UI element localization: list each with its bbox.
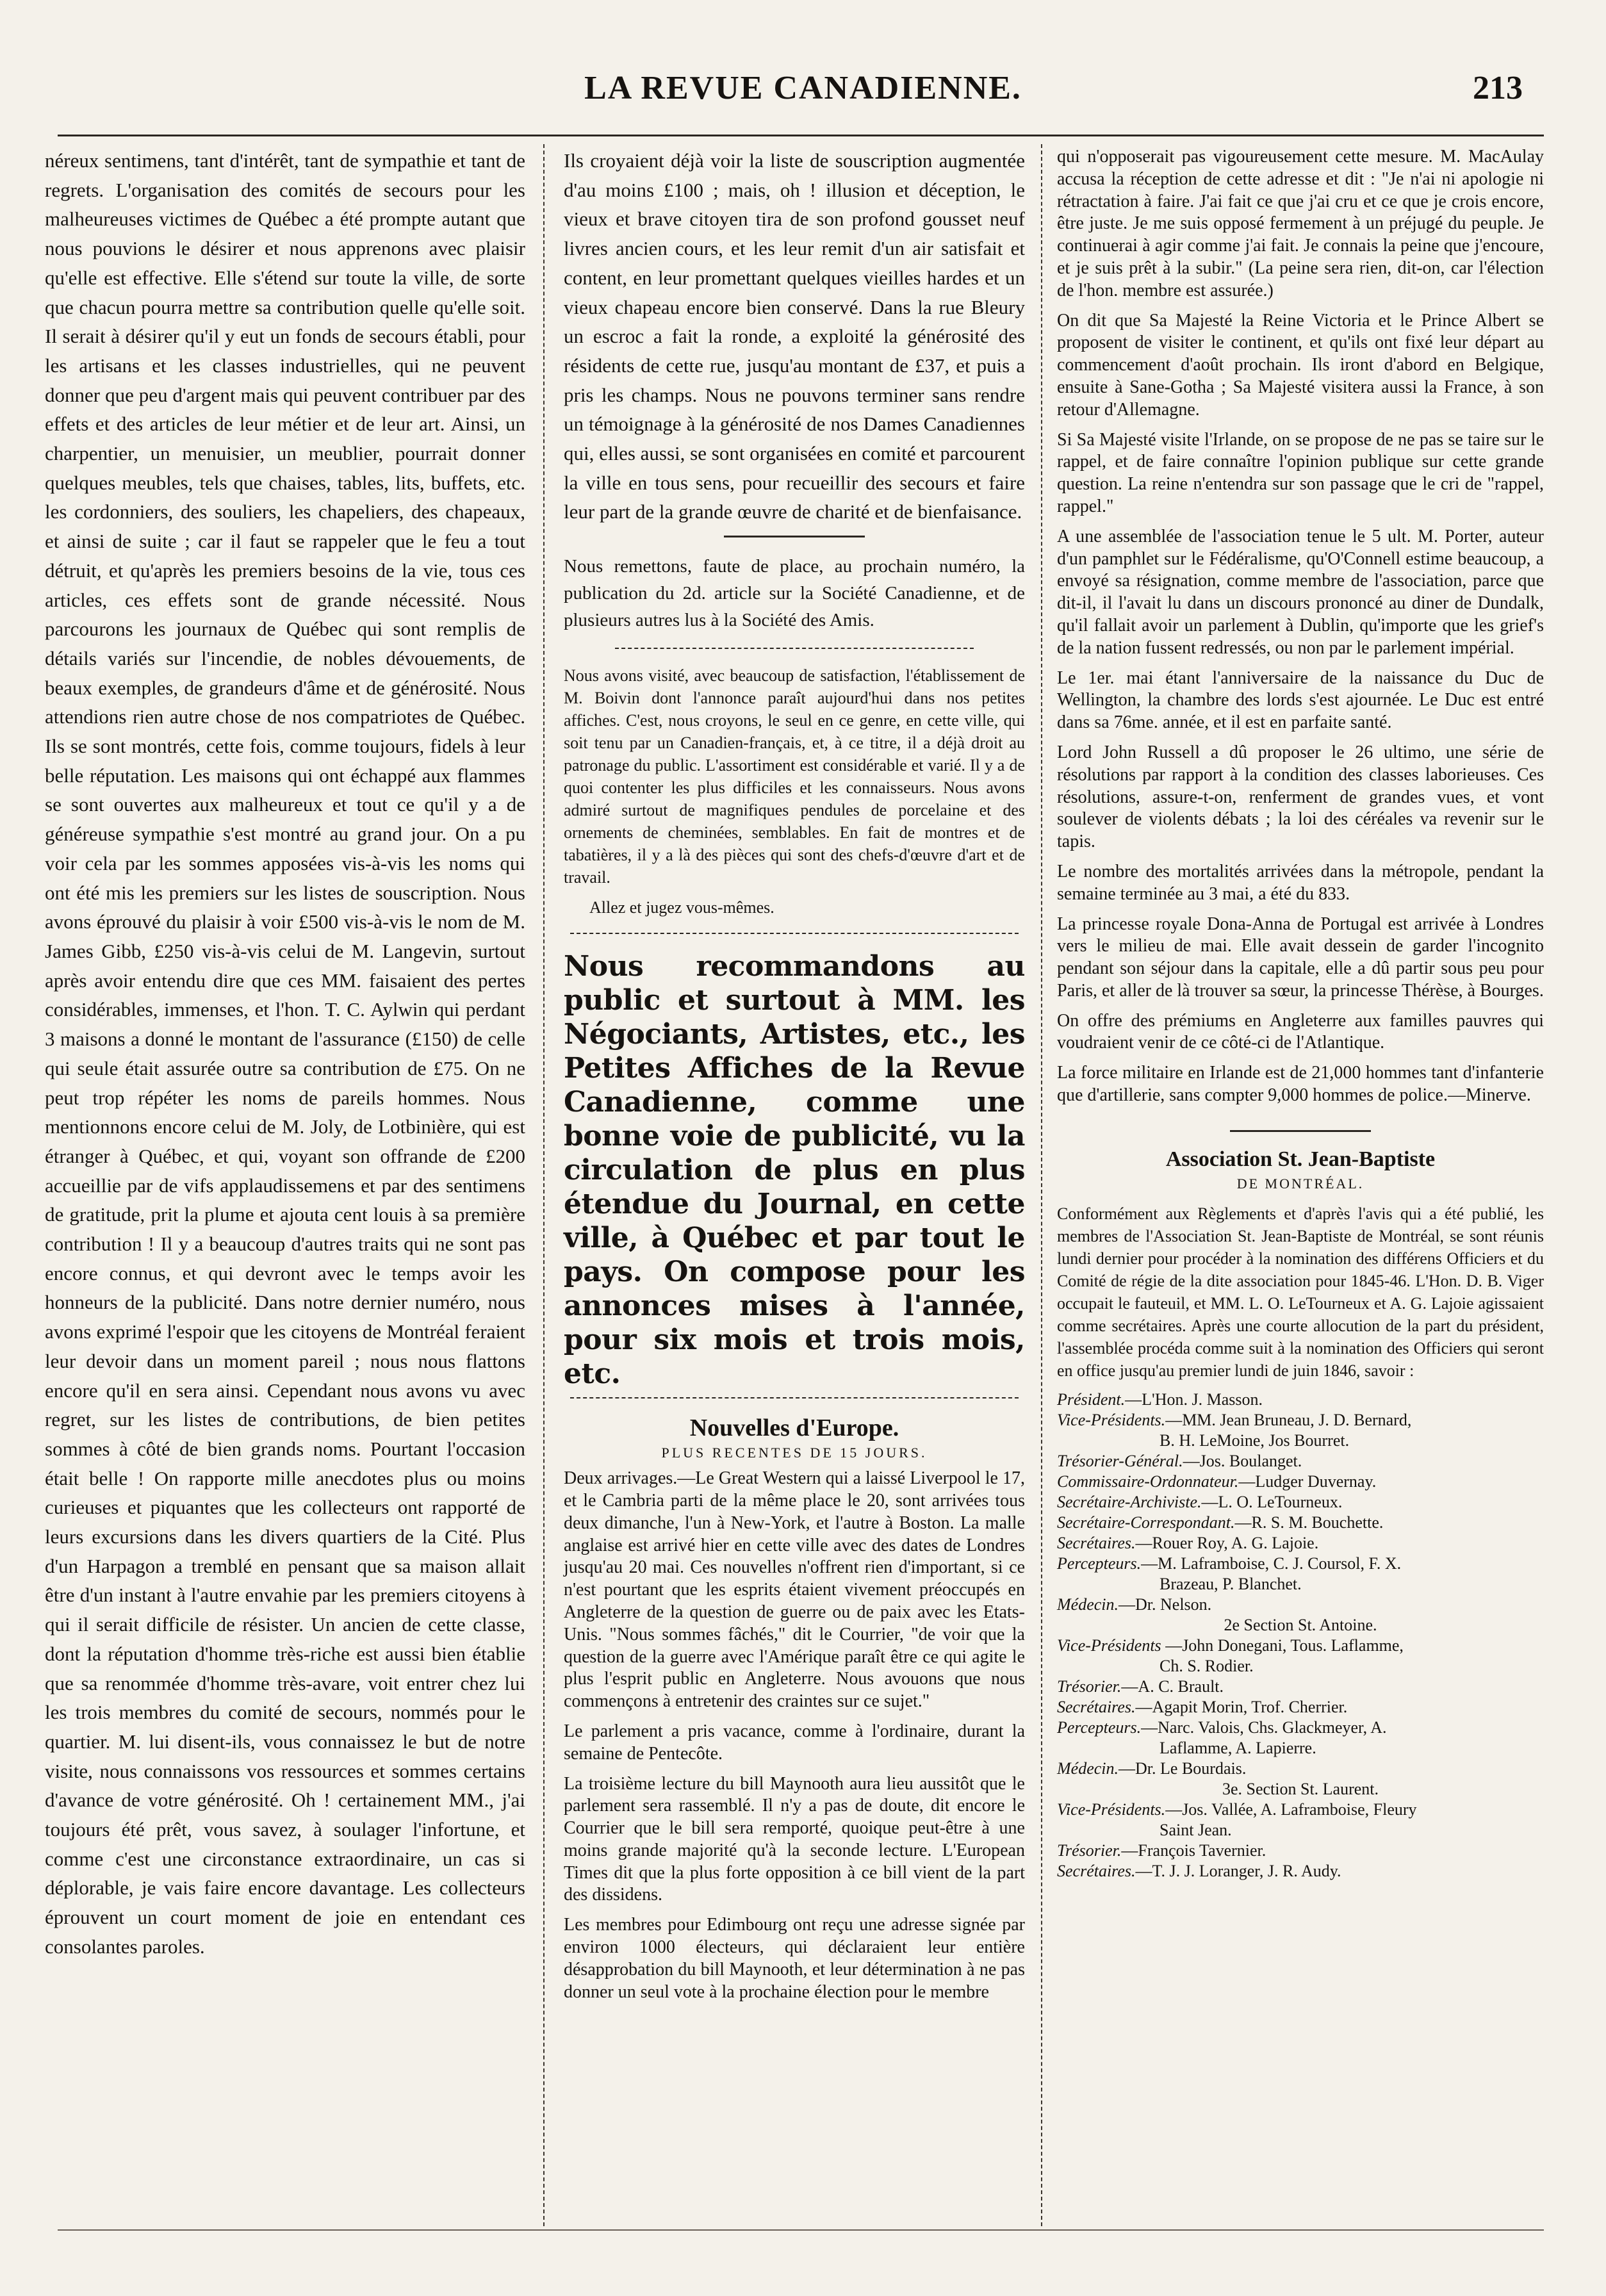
officer-names: Laflamme, A. Lapierre. (1159, 1738, 1316, 1757)
officer-role: Percepteurs. (1057, 1718, 1142, 1737)
column-right (1057, 146, 1544, 1882)
section-title: Association St. Jean-Baptiste (1165, 1147, 1436, 1171)
officer-names: —MM. Jean Bruneau, J. D. Bernard, (1165, 1410, 1412, 1429)
news-paragraph: La troisième lecture du bill Maynooth aura lieu aussitôt que le parlement sera rassemblé. Il n'y a pas de doute, dit encore le Courrier que le bill sera remporté, quoique peut-être à une moins grande majorité qu'à la seconde lecture. L'European Times dit que la plus forte opposition à ce bill vient de la part des dissidens. (564, 1773, 1025, 1905)
officer-entry (1057, 1779, 1544, 1800)
officer-names: —Dr. Nelson. (1118, 1595, 1212, 1614)
officer-entry (1057, 1656, 1544, 1677)
officer-role: Trésorier. (1057, 1841, 1122, 1860)
officer-entry (1057, 1800, 1544, 1820)
officer-names: —R. S. M. Bouchette. (1234, 1513, 1384, 1532)
officer-names: 3e. Section St. Laurent. (1222, 1779, 1379, 1798)
separator-rule (570, 933, 1019, 934)
europe-news-continued (1057, 146, 1544, 1107)
separator-rule (724, 536, 865, 537)
officers-list (1057, 1390, 1544, 1882)
officer-entry (1057, 1410, 1544, 1431)
news-paragraph: La princesse royale Dona-Anna de Portugal est arrivée à Londres vers le milieu de mai. Elle avait dessein de garder l'incognito pendant son séjour dans la capitale, elle a dû partir sous peu pour Paris, et aller de là trouver sa sœur, la princesse Thérèse, à Bourges. (1057, 914, 1544, 1001)
news-paragraph: Le nombre des mortalités arrivées dans la métropole, pendant la semaine terminée au 3 mai, a été du 833. (1057, 861, 1544, 904)
officer-role: Président. (1057, 1390, 1126, 1409)
news-paragraph: On offre des prémiums en Angleterre aux familles pauvres qui voudraient venir de ce côté-ci de l'Atlantique. (1057, 1010, 1544, 1053)
officer-entry (1057, 1513, 1544, 1533)
section-subtitle: DE MONTRÉAL. (1236, 1175, 1364, 1192)
officer-role: Secrétaires. (1057, 1861, 1136, 1880)
officer-role: Secrétaires. (1057, 1697, 1136, 1716)
officer-names: B. H. LeMoine, Jos Bourret. (1159, 1431, 1350, 1450)
officer-names: —Dr. Le Bourdais. (1118, 1759, 1247, 1778)
news-paragraph: A une assemblée de l'association tenue le 5 ult. M. Porter, auteur d'un pamphlet sur le Fédéralisme, qu'O'Connell estime beaucoup, a envoyé sa résignation, comme membre de l'association, parce que dit-il, il l'avait lu dans un discours prononcé au diner de Dundalk, qu'il fallait avoir un parlement à Dublin, qu'importe que les grief's de la nation fussent redressés, ou non par le parlement impérial. (1057, 526, 1544, 658)
officer-role: Médecin. (1057, 1595, 1119, 1614)
advertisement-notice: Nous recommandons au public et surtout à MM. les Négociants, Artistes, etc., les Petites Affiches de la Revue Canadienne, comme une bonne voie de publicité, vu la circulation de plus en plus étendue du Journal, en cette ville, à Québec et par tout le pays. On compose pour les annonces mises à l'année, pour six mois et trois mois, etc. (564, 950, 1025, 1391)
officer-role: Vice-Présidents (1057, 1636, 1161, 1655)
officer-entry (1057, 1677, 1544, 1697)
officer-names: —Jos. Boulanget. (1183, 1451, 1302, 1470)
officer-names: —L. O. LeTourneux. (1201, 1492, 1343, 1511)
column-divider (543, 144, 545, 2226)
officer-names: —Rouer Roy, A. G. Lajoie. (1135, 1533, 1319, 1552)
news-paragraph: Lord John Russell a dû proposer le 26 ultimo, une série de résolutions par rapport à la condition des classes laborieuses. Ces résolutions, assure-t-on, renferment de grandes vues, et vont soulever de violents débats ; la loi des céréales va revenir sur le tapis. (1057, 742, 1544, 852)
officer-entry (1057, 1595, 1544, 1615)
officer-entry (1057, 1492, 1544, 1513)
notice-paragraph: Nous remettons, faute de place, au prochain numéro, la publication du 2d. article sur la Société Canadienne, et de plusieurs autres lus à la Société des Amis. (564, 556, 1025, 631)
association-intro: Conformément aux Règlements et d'après l'avis qui a été publié, les membres de l'Association St. Jean-Baptiste de Montréal, se sont réunis lundi dernier pour procéder à la nomination des différens Officiers et du Comité de régie de la dite association pour 1845-46. L'Hon. D. B. Viger occupait le fauteuil, et MM. L. O. LeTourneux et A. G. Lajoie agissaient comme secrétaires. Après une courte allocution de la part du président, l'assemblée procéda comme suit à la nomination des Officiers qui seront en office jusqu'au premier lundi de juin 1846, savoir : (1057, 1204, 1544, 1380)
news-paragraph: Si Sa Majesté visite l'Irlande, on se propose de ne pas se taire sur le rappel, et de faire connaître l'opinion publique sur cette grande question. La reine n'entendra sur son passage que le cri de "rappel, rappel." (1057, 429, 1544, 516)
officer-entry (1057, 1574, 1544, 1595)
officer-entry (1057, 1472, 1544, 1492)
officer-names: Ch. S. Rodier. (1159, 1656, 1254, 1675)
officer-entry (1057, 1390, 1544, 1410)
masthead (0, 69, 1606, 127)
officer-role: Trésorier-Général. (1057, 1451, 1183, 1470)
officer-names: Saint Jean. (1159, 1820, 1232, 1839)
column-divider (1041, 144, 1042, 2226)
officer-entry (1057, 1820, 1544, 1841)
officer-entry (1057, 1861, 1544, 1882)
officer-role: Vice-Présidents. (1057, 1800, 1166, 1819)
header-rule (58, 135, 1544, 136)
officer-names: 2e Section St. Antoine. (1224, 1615, 1377, 1634)
officer-role: Trésorier. (1057, 1677, 1122, 1696)
officer-entry (1057, 1718, 1544, 1738)
officer-entry (1057, 1738, 1544, 1759)
column-left (45, 146, 525, 1969)
officer-role: Médecin. (1057, 1759, 1119, 1778)
officer-entry (1057, 1615, 1544, 1636)
officer-entry (1057, 1533, 1544, 1554)
separator-rule (1230, 1130, 1371, 1132)
news-paragraph: Le 1er. mai étant l'anniversaire de la naissance du Duc de Wellington, la chambre des lords s'est ajournée. Le Duc est entré dans sa 76me. année, et il est en parfaite santé. (1057, 668, 1544, 733)
officer-role: Percepteurs. (1057, 1554, 1142, 1573)
officer-names: —T. J. J. Loranger, J. R. Audy. (1135, 1861, 1341, 1880)
officer-names: —Narc. Valois, Chs. Glackmeyer, A. (1141, 1718, 1387, 1737)
news-paragraph: qui n'opposerait pas vigoureusement cette mesure. M. MacAulay accusa la réception de cette adresse et dit : "Je n'ai ni apologie ni rétractation à faire. J'ai fait ce que j'ai cru et ce que je crois encore, être juste. Je me suis opposé fermement à un préjugé du peuple. Je continuerai à agir comme j'ai fait. Je connais la peine que j'encoure, et je suis prêt à la subir." (La peine sera rien, dit-on, car l'élection de l'hon. membre est assurée.) (1057, 147, 1544, 300)
officer-entry (1057, 1554, 1544, 1574)
officer-names: —L'Hon. J. Masson. (1125, 1390, 1263, 1409)
article-paragraph: Ils croyaient déjà voir la liste de souscription augmentée d'au moins £100 ; mais, oh ! illusion et déception, le vieux et brave citoyen tira de son profond gousset neuf livres ancien cours, et les leur remit d'un air satisfait et content, en leur promettant quelques vieilles hardes et un vieux chapeau encore bien conservé. Dans la rue Bleury un escroc a fait la ronde, a exploité la générosité des résidents de cette rue, jusqu'au montant de £37, et puis a pris les champs. Nous ne pouvons terminer sans rendre un témoignage à la générosité de nos Dames Canadiennes qui, elles aussi, se sont organisées en comité et parcourent la ville en tous sens, pour recueillir des secours et faire leur part de la grande œuvre de charité et de bienfaisance. (564, 149, 1025, 523)
officer-role: Secrétaire-Correspondant. (1057, 1513, 1235, 1532)
notice-closing: Allez et jugez vous-mêmes. (589, 898, 774, 917)
officer-role: Commissaire-Ordonnateur. (1057, 1472, 1239, 1491)
officer-names: —A. C. Brault. (1121, 1677, 1224, 1696)
article-paragraph: néreux sentimens, tant d'intérêt, tant de sympathie et tant de regrets. L'organisation des comités de secours pour les malheureuses victimes de Québec a été prompte autant que nous pouvions le désirer et nous apprenons avec plaisir qu'elle est effective. Elle s'étend sur toute la ville, de sorte que chacun pourra mettre sa contribution quelle qu'elle soit. Il serait à désirer qu'il y eut un fonds de secours établi, pour les artisans et les classes industrielles, qui ne peuvent donner que peu d'argent mais qui peuvent contribuer par des effets et des articles de leur métier et de leur art. Ainsi, un charpentier, un menuisier, un meublier, pourrait donner quelques meubles, tels que chaises, tables, lits, buffets, etc. les cordonniers, des souliers, les chapeliers, des chapeaux, et ainsi de suite ; car il faut se rappeler que le feu a tout détruit, et qu'après les premiers besoins de la vie, tous ces articles, ces effets sont de grande nécessité. Nous parcourons les journaux de Québec qui sont remplis de détails variés sur l'incendie, de nobles dévouements, de beaux exemples, de grandeurs d'âme et de générosité. Nous attendions rien autre chose de nos compatriotes de Québec. Ils se sont montrés, cette fois, comme toujours, fidels à leur belle réputation. Les maisons qui ont échappé aux flammes se sont ouvertes aux malheureux et tout ce qu'il y a de généreuse sympathie s'est montré au grand jour. On a pu voir cela par les sommes apposées vis-à-vis les noms qui ont été mis les premiers sur les listes de souscription. Nous avons éprouvé du plaisir à voir £500 vis-à-vis le nom de M. James Gibb, £250 vis-à-vis celui de M. Langevin, surtout après avoir entendu dire que ces MM. faisaient des pertes considérables, immenses, et l'hon. T. C. Aylwin qui perdant 3 maisons a donné le montant de l'assurance (£150) de celle qui seule était assurée outre sa contribution de £75. On ne peut trop répéter les noms de pareils hommes. Nous mentionnons encore celui de M. Joly, de Lotbinière, qui est étranger à Québec, et qui, voyant son offrande de £200 accueillie par de vifs applaudissemens et par des sentimens de gratitude, prit la plume et ajouta cent louis à sa première contribution ! Il y a beaucoup d'autres traits qui ne sont pas encore connus, et qui devront avec le temps avoir les honneurs de la publicité. Dans notre dernier numéro, nous avons exprimé l'espoir que les citoyens de Montréal feraient leur devoir dans un moment pareil ; nous nous flattons encore qu'il en sera ainsi. Cependant nous avons vu avec regret, sur les listes de contributions, de bien petites sommes à côté de bien grands noms. Pourtant l'occasion était belle ! On rapporte mille anecdotes plus ou moins curieuses et piquantes que les collecteurs ont rapporté de leurs excursions dans les divers quartiers de la Cité. Plus d'un Harpagon a tremblé en pensant que sa maison allait être d'un instant à l'autre envahie par les premiers citoyens à qui il serait difficile de résister. Un ancien de cette classe, dont la réputation d'homme très-riche est aussi bien établie que sa renommée d'homme très-avare, voit entrer chez lui les trois membres du comité de secours, nommés pour le quartier. M. lui disent-ils, vous connaissez le but de notre visite, nous connaissons vos ressources et sommes certains d'avance de votre générosité. Oh ! certainement MM., j'ai toujours été prêt, vous savez, à soulager l'infortune, et comme c'est une circonstance extraordinaire, un cas si déplorable, je vais faire encore davantage. Les collecteurs éprouvent un court moment de joie en entendant ces consolantes paroles. (45, 149, 525, 1958)
section-subtitle: PLUS RECENTES DE 15 JOURS. (661, 1445, 928, 1461)
officer-entry (1057, 1431, 1544, 1451)
separator-rule (570, 1397, 1019, 1398)
officer-entry (1057, 1841, 1544, 1861)
section-title: Nouvelles d'Europe. (689, 1414, 899, 1442)
officer-role: Secrétaires. (1057, 1533, 1136, 1552)
officer-names: Brazeau, P. Blanchet. (1159, 1574, 1302, 1593)
news-paragraph: La force militaire en Irlande est de 21,000 hommes tant d'infanterie que d'artillerie, sans compter 9,000 hommes de police.—Minerve. (1057, 1063, 1544, 1106)
officer-entry (1057, 1451, 1544, 1472)
footer-rule (58, 2229, 1544, 2231)
notice-paragraph: Nous avons visité, avec beaucoup de satisfaction, l'établissement de M. Boivin dont l'annonce paraît aujourd'hui dans nos petites affiches. C'est, nous croyons, le seul en ce genre, en cette ville, qui soit tenu par un Canadien-français, et, à ce titre, il a déjà droit au patronage du public. L'assortiment est considérable et varié. Il y a de quoi contenter les plus difficiles et les connaisseurs. Nous avons admiré surtout de magnifiques pendules de porcelaine et des ornements de cheminées, semblables. En fait de montres et de tabatières, il y a là des pièces qui sont des chefs-d'œuvre d'art et de travail. (564, 666, 1025, 887)
news-paragraph: On dit que Sa Majesté la Reine Victoria et le Prince Albert se proposent de visiter le continent, et qu'ils ont fixé leur départ au commencement d'août prochain. Ils iront d'abord en Belgique, ensuite à Sane-Gotha ; Sa Majesté visitera aussi la France, à son retour d'Allemagne. (1057, 310, 1544, 420)
page-title: LA REVUE CANADIENNE. (584, 70, 1022, 106)
separator-rule (615, 648, 974, 649)
officer-names: —John Donegani, Tous. Laflamme, (1161, 1636, 1404, 1655)
officer-role: Vice-Présidents. (1057, 1410, 1166, 1429)
page-number: 213 (1473, 70, 1523, 106)
news-paragraph: Les membres pour Edimbourg ont reçu une adresse signée par environ 1000 électeurs, qui déclaraient leur entière désapprobation du bill Maynooth, et leur détermination à ne pas donner un seul vote à la prochaine élection pour le membre (564, 1915, 1025, 2002)
officer-names: —François Tavernier. (1121, 1841, 1266, 1860)
officer-names: —Jos. Vallée, A. Laframboise, Fleury (1165, 1800, 1417, 1819)
officer-entry (1057, 1636, 1544, 1656)
officer-entry (1057, 1759, 1544, 1779)
news-paragraph: Deux arrivages.—Le Great Western qui a laissé Liverpool le 17, et le Cambria parti de la même place le 20, sont arrivées tous deux dimanche, l'un à New-York, et l'autre à Boston. La malle anglaise est arrivé hier en cette ville avec des dates de Londres jusqu'au 20 mai. Ces nouvelles n'offrent rien d'important, si ce n'est pourtant que les esprits étaient vivement préoccupés en Angleterre de la question de guerre ou de paix avec les Etats-Unis. "Nous sommes fâchés," dit le Courrier, "de voir que la question de la guerre avec l'Amérique paraît être ce qui agite le plus l'esprit public en Angleterre. Nous avouons que nous commençons à entretenir des craintes sur ce sujet." (564, 1468, 1025, 1712)
column-middle (564, 146, 1025, 2011)
officer-names: —Ludger Duvernay. (1238, 1472, 1377, 1491)
officer-role: Secrétaire-Archiviste. (1057, 1492, 1202, 1511)
officer-entry (1057, 1697, 1544, 1718)
news-paragraph: Le parlement a pris vacance, comme à l'ordinaire, durant la semaine de Pentecôte. (564, 1721, 1025, 1764)
officer-names: —Agapit Morin, Trof. Cherrier. (1135, 1697, 1348, 1716)
officer-names: —M. Laframboise, C. J. Coursol, F. X. (1141, 1554, 1402, 1573)
europe-news (564, 1468, 1025, 2003)
